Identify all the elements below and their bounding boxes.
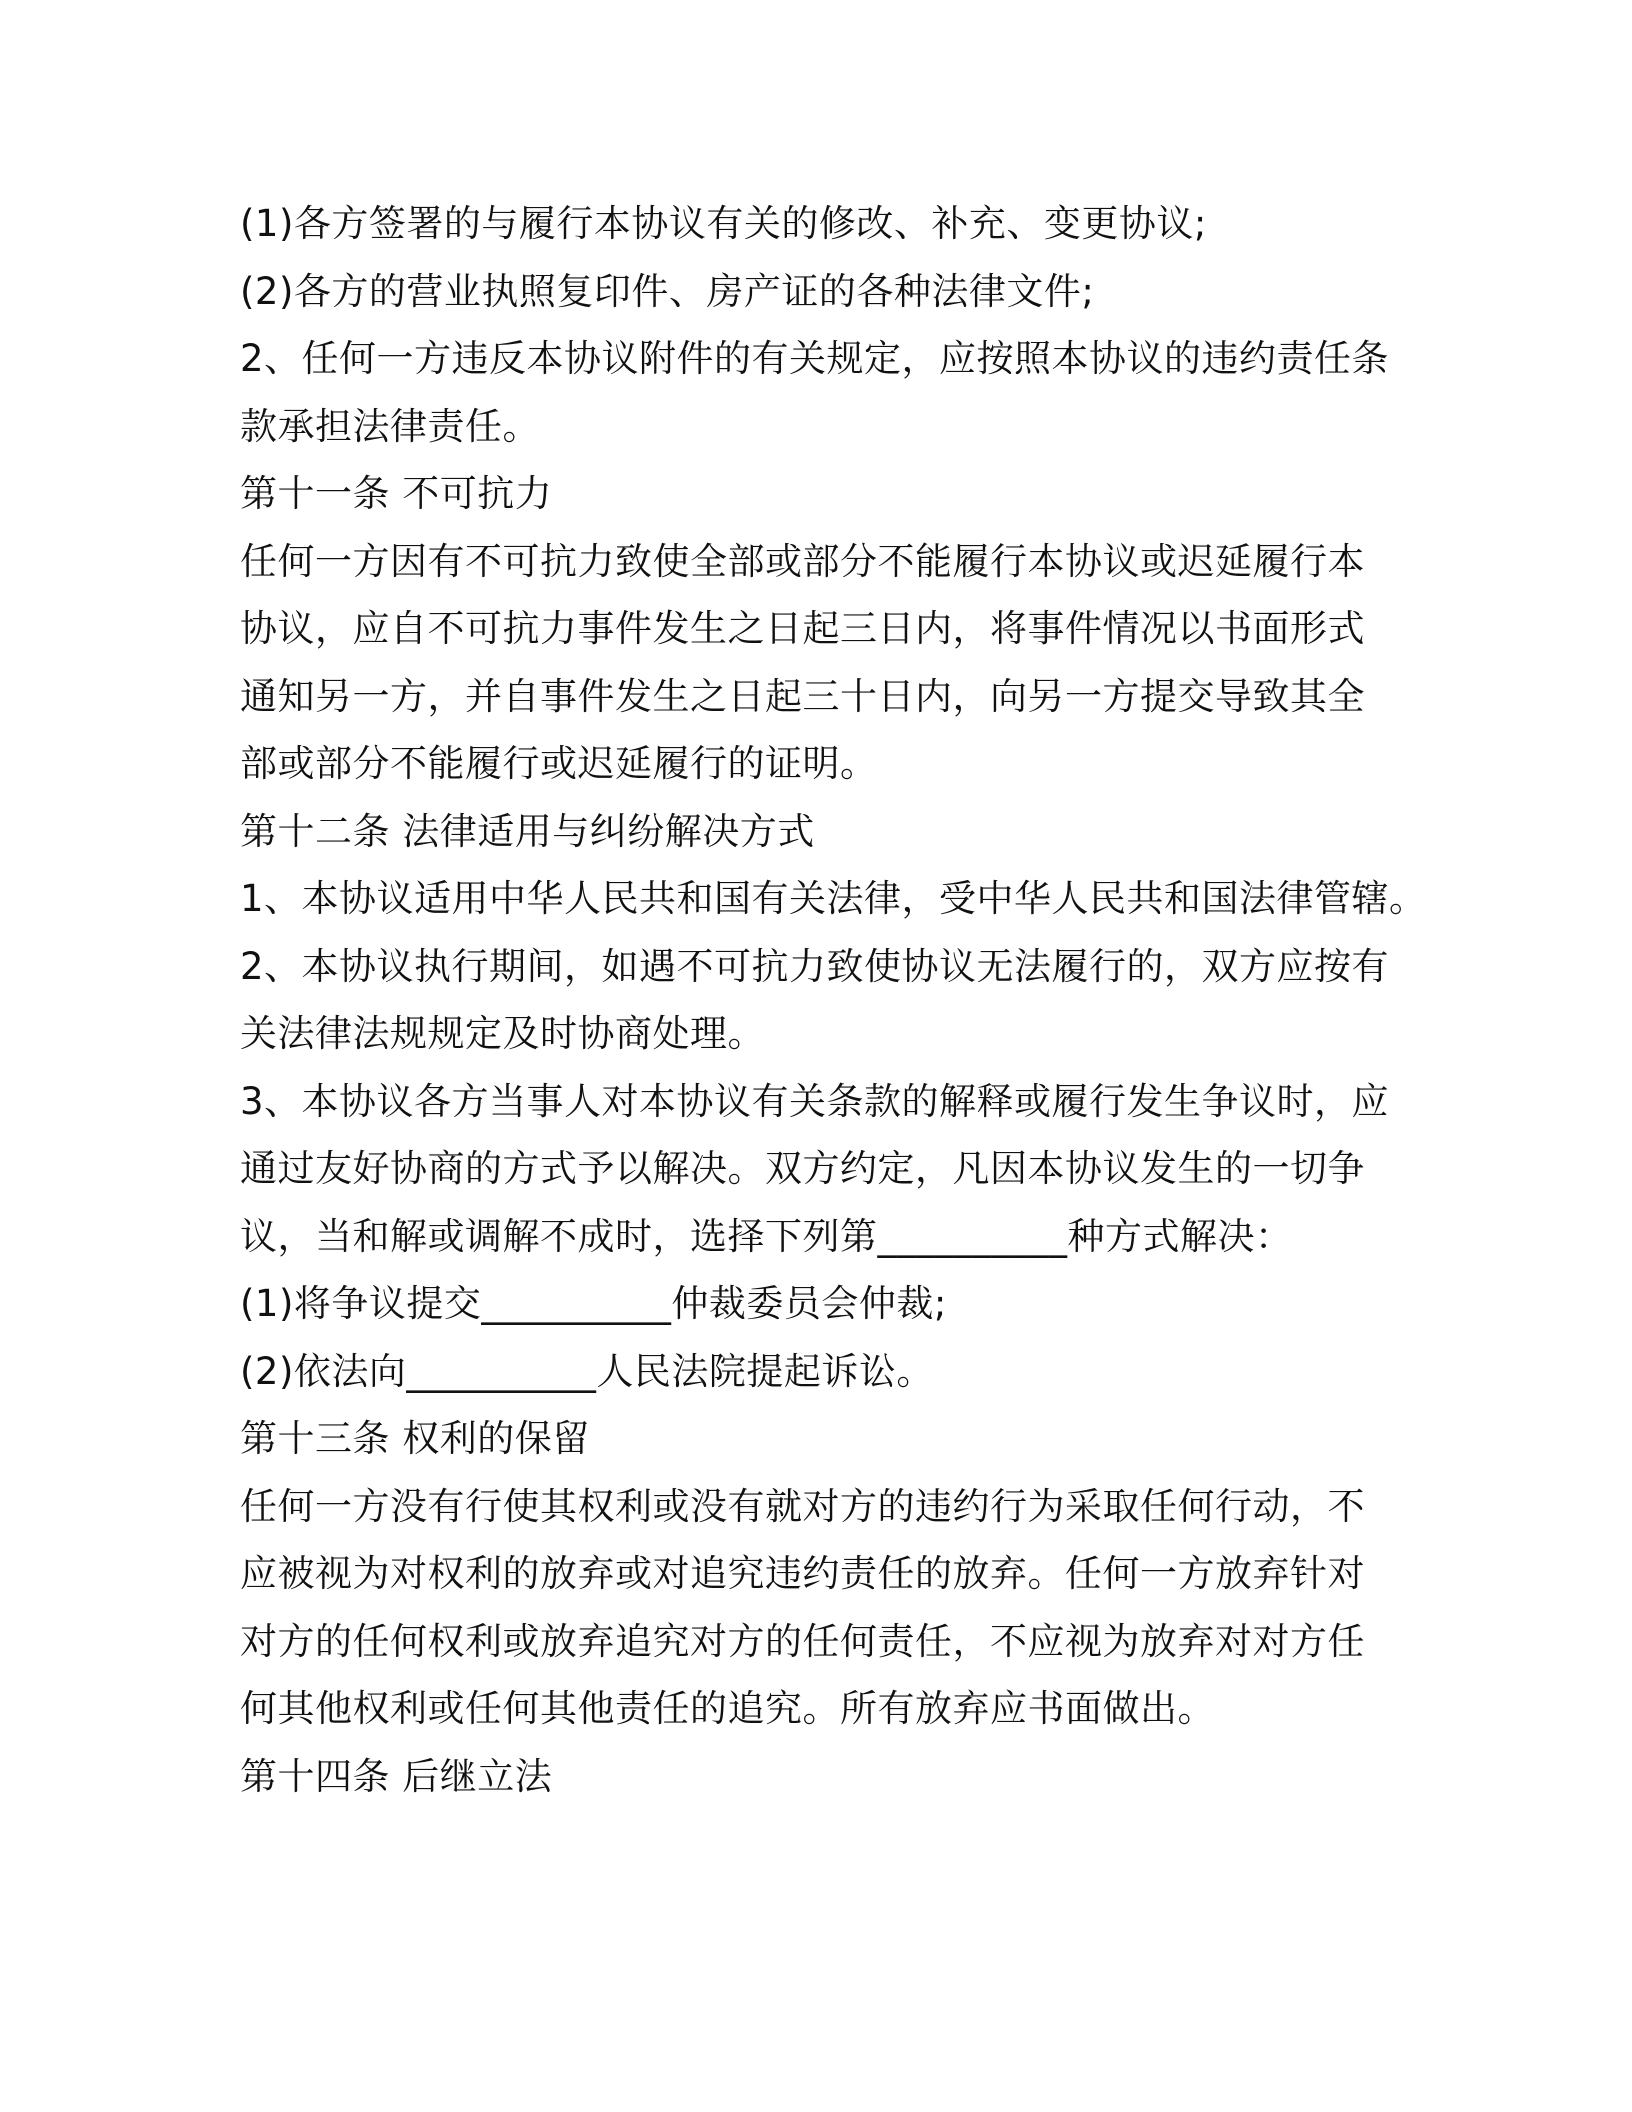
text-line: 任何一方因有不可抗力致使全部或部分不能履行本协议或迟延履行本: [240, 539, 1365, 583]
section-heading: 第十四条 后继立法: [240, 1754, 553, 1798]
text-line: 通过友好协商的方式予以解决。双方约定，凡因本协议发生的一切争: [240, 1147, 1365, 1190]
text-line: 协议，应自不可抗力事件发生之日起三日内，将事件情况以书面形式: [240, 607, 1365, 650]
text-line: 任何一方没有行使其权利或没有就对方的违约行为采取任何行动，不: [240, 1484, 1365, 1528]
text-line: 2、本协议执行期间，如遇不可抗力致使协议无法履行的，双方应按有: [240, 944, 1390, 988]
section-heading: 第十一条 不可抗力: [240, 472, 553, 515]
text-line: (1)将争议提交__________仲裁委员会仲裁;: [240, 1282, 947, 1325]
text-line: (1)各方签署的与履行本协议有关的修改、补充、变更协议;: [240, 202, 1207, 245]
text-line: 1、本协议适用中华人民共和国有关法律，受中华人民共和国法律管辖。: [240, 877, 1427, 920]
text-line: 款承担法律责任。: [240, 404, 540, 448]
text-line: 2、任何一方违反本协议附件的有关规定，应按照本协议的违约责任条: [240, 337, 1390, 380]
section-heading: 第十二条 法律适用与纠纷解决方式: [240, 809, 815, 853]
text-line: 部或部分不能履行或迟延履行的证明。: [240, 742, 878, 785]
text-line: 关法律法规规定及时协商处理。: [240, 1012, 765, 1055]
section-heading: 第十三条 权利的保留: [240, 1417, 590, 1460]
text-line: 应被视为对权利的放弃或对追究违约责任的放弃。任何一方放弃针对: [240, 1552, 1365, 1595]
text-line: 议，当和解或调解不成时，选择下列第__________种方式解决：: [240, 1214, 1293, 1258]
text-line: 何其他权利或任何其他责任的追究。所有放弃应书面做出。: [240, 1687, 1215, 1730]
text-line: 对方的任何权利或放弃追究对方的任何责任，不应视为放弃对对方任: [240, 1619, 1365, 1663]
text-line: (2)各方的营业执照复印件、房产证的各种法律文件;: [240, 269, 1095, 313]
text-line: 通知另一方，并自事件发生之日起三十日内，向另一方提交导致其全: [240, 674, 1365, 718]
text-line: 3、本协议各方当事人对本协议有关条款的解释或履行发生争议时，应: [240, 1079, 1390, 1123]
document-body: [240, 190, 1427, 1810]
text-line: (2)依法向__________人民法院提起诉讼。: [240, 1349, 934, 1393]
